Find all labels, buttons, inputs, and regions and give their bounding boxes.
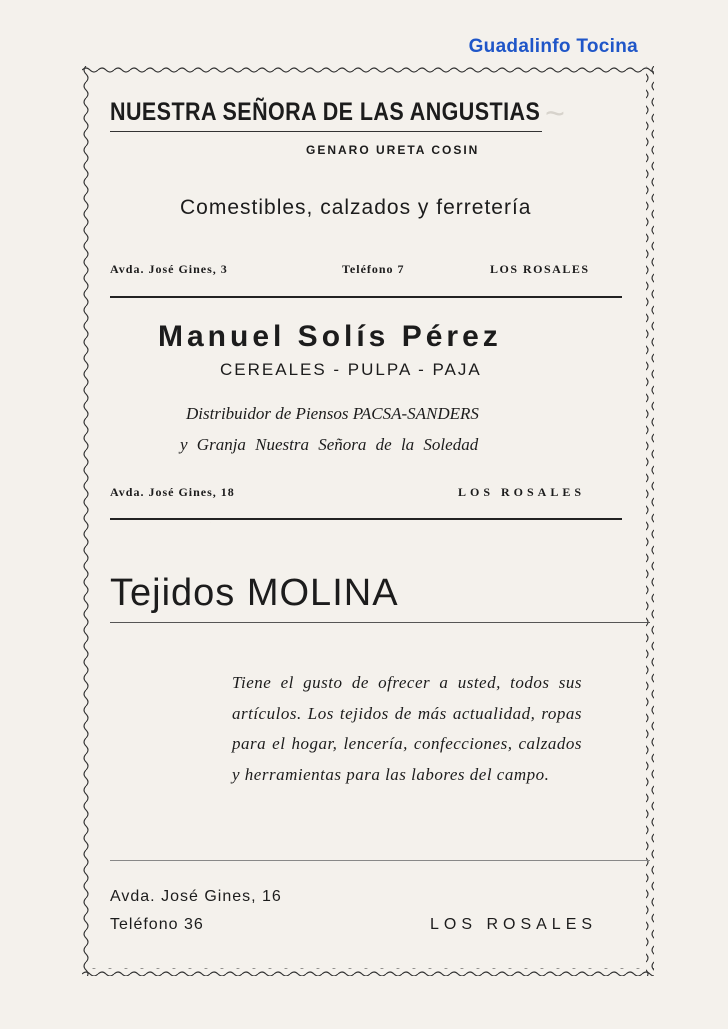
ad3-divider: [110, 622, 650, 623]
ad1-phone: Teléfono 7: [342, 262, 405, 276]
ad2-distributor-line1: Distribuidor de Piensos PACSA-SANDERS: [186, 404, 479, 423]
ad3-town: LOS ROSALES: [430, 916, 598, 933]
ad2-goods: CEREALES - PULPA - PAJA: [220, 360, 482, 379]
ad1-divider: [110, 131, 542, 132]
ad1-title: NUESTRA SEÑORA DE LAS ANGUSTIAS: [110, 98, 541, 126]
ad2-address: Avda. José Gines, 18: [110, 485, 235, 499]
bleed-mark: .: [210, 520, 211, 524]
ad2-town: LOS ROSALES: [458, 485, 586, 499]
ad2-bottom-rule: [110, 518, 622, 520]
ad3-footer-rule: [110, 860, 650, 861]
ad1-bottom-rule: [110, 296, 622, 298]
watermark-text: Guadalinfo Tocina: [468, 36, 638, 57]
ad2-name: Manuel Solís Pérez: [158, 320, 502, 353]
ad2-distributor-line2: y Granja Nuestra Señora de la Soledad: [180, 435, 479, 454]
ad1-town: LOS ROSALES: [490, 262, 590, 276]
ad3-address: Avda. José Gines, 16: [110, 888, 282, 905]
ad3-description: Tiene el gusto de ofrecer a usted, todos sus artículos. Los tejidos de más actualidad, ropas para el hogar, lencería, confecciones, calzados y herramientas para las labores del campo.: [232, 673, 582, 784]
ad3-phone: Teléfono 36: [110, 916, 204, 933]
bleed-mark: ~: [545, 95, 565, 133]
ad3-name: Tejidos MOLINA: [110, 572, 399, 614]
ad1-address: Avda. José Gines, 3: [110, 262, 228, 276]
ad1-owner: GENARO URETA COSIN: [306, 143, 480, 157]
ad1-goods: Comestibles, calzados y ferretería: [180, 196, 532, 219]
